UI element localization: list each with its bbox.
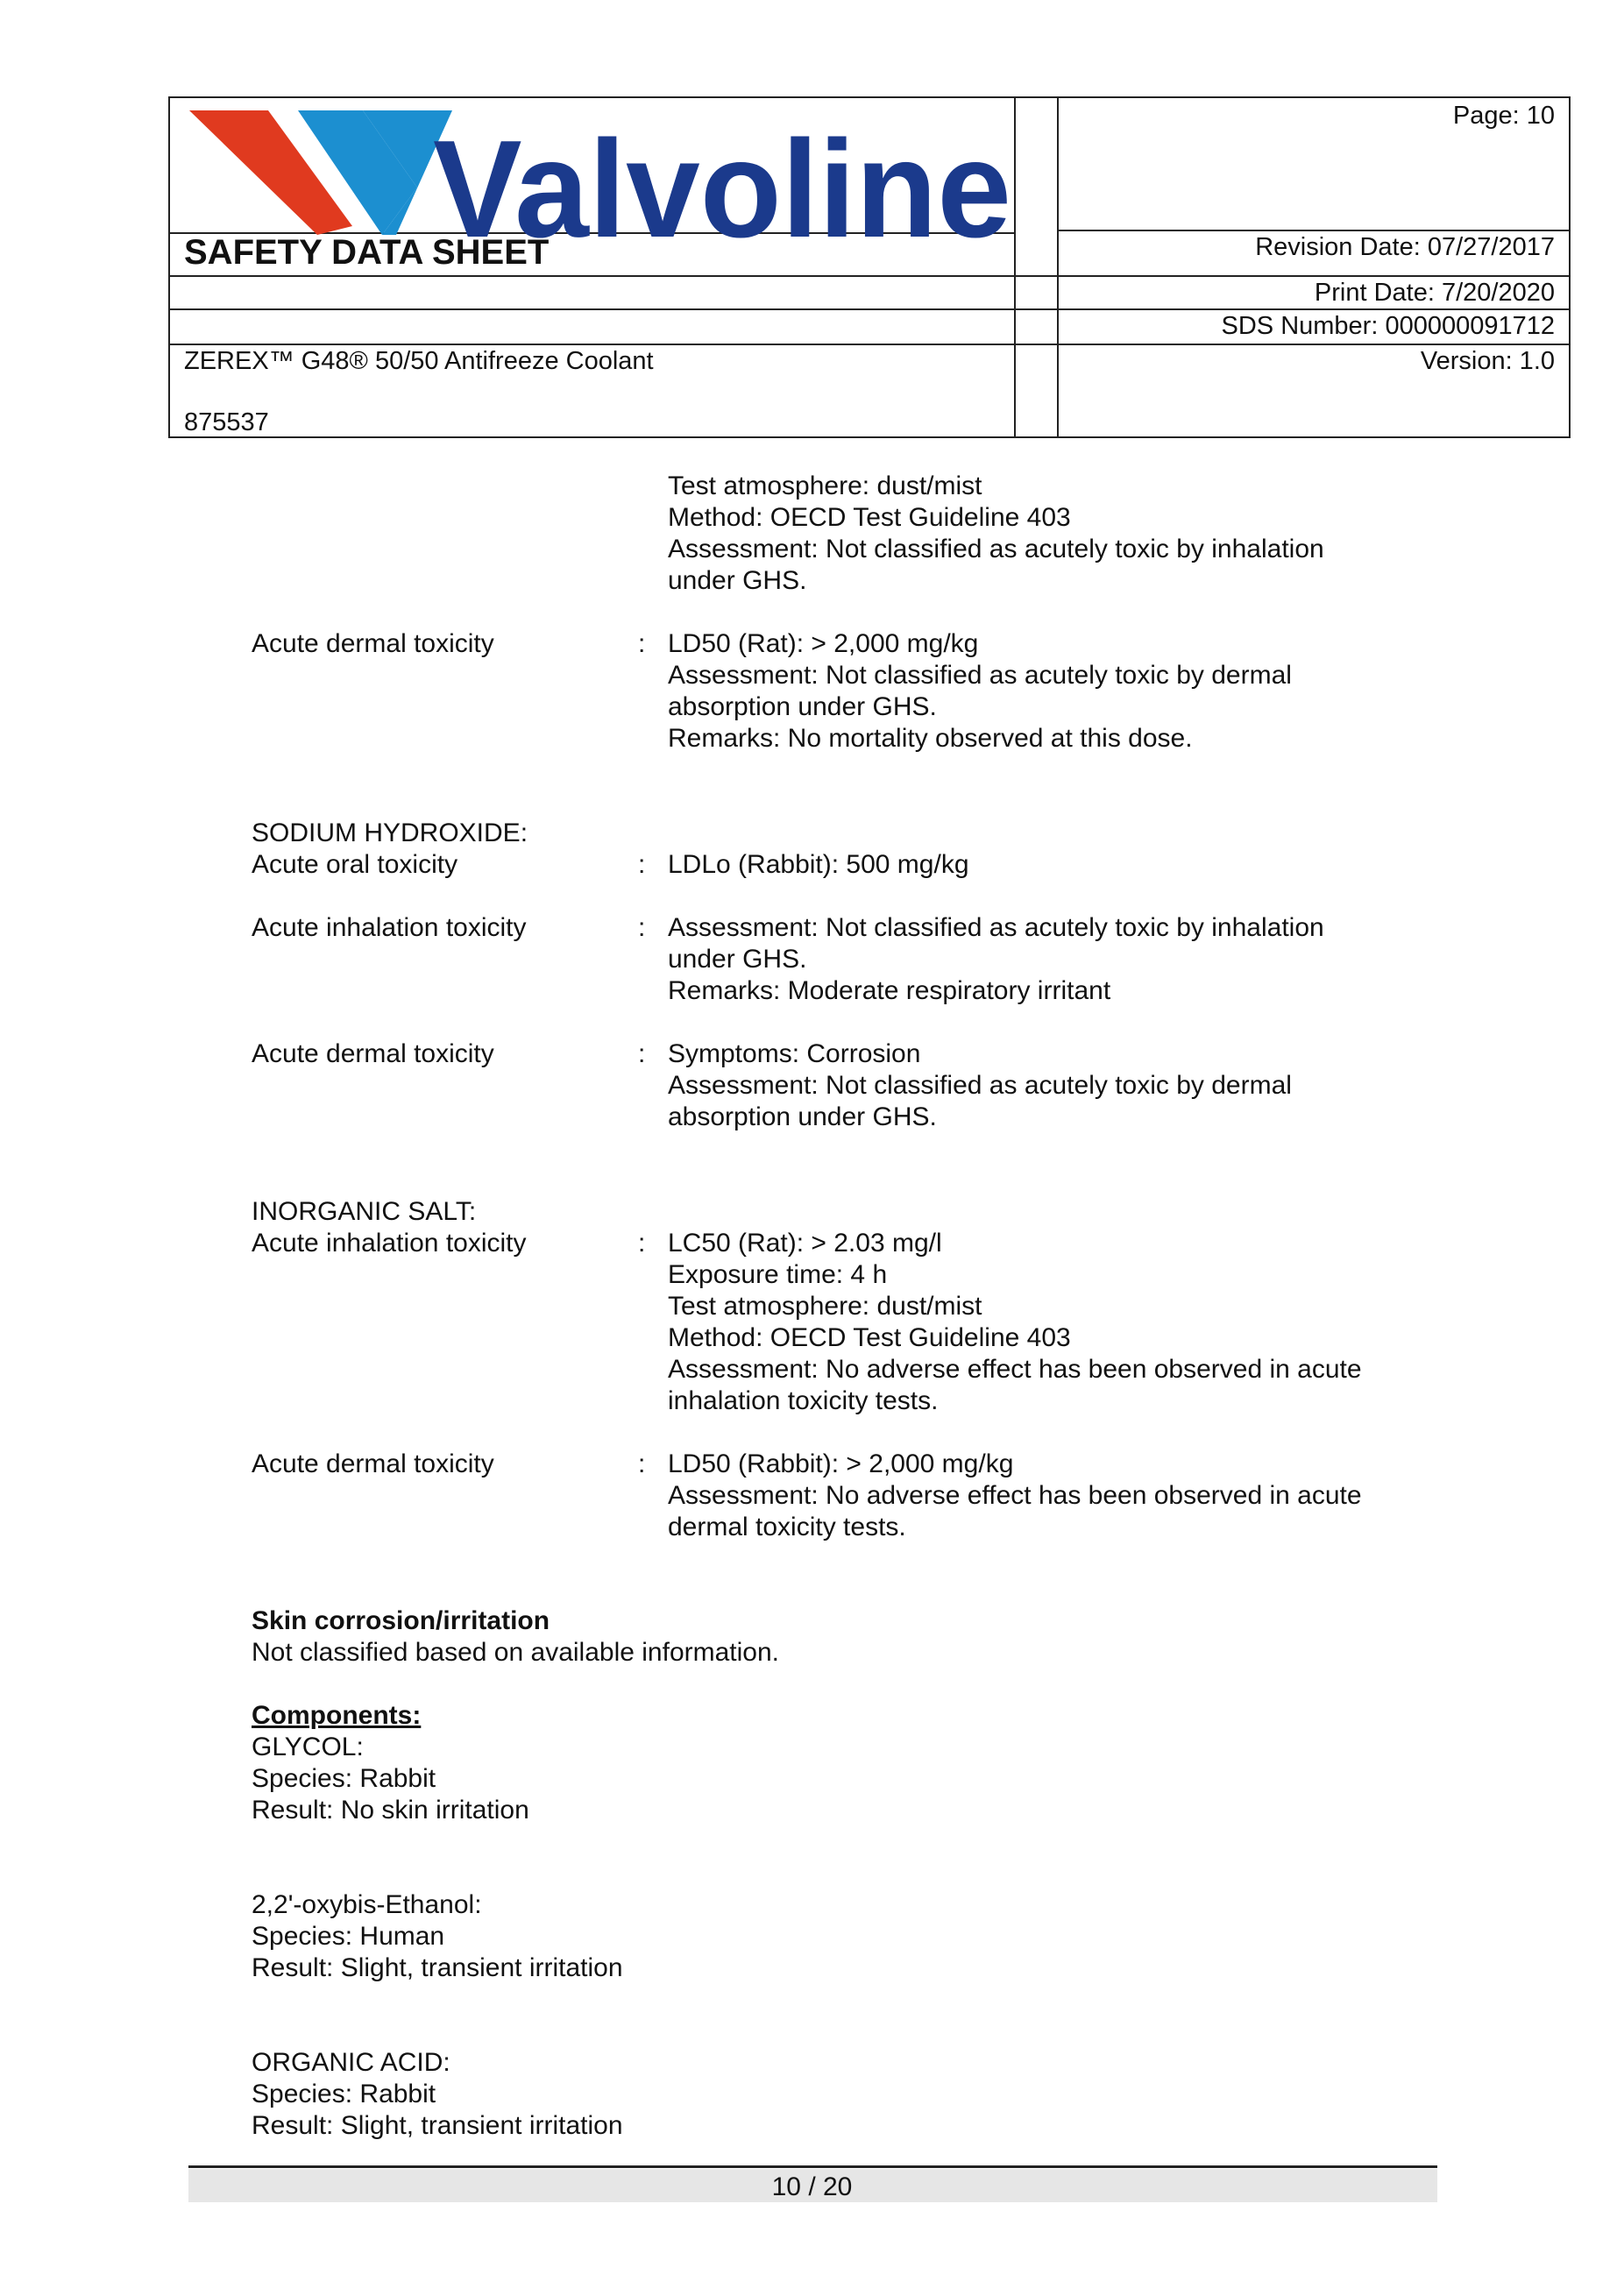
valvoline-logo [188, 103, 1029, 244]
component-header: SODIUM HYDROXIDE: [252, 818, 528, 847]
logo-wordmark: Valvoline [433, 112, 1011, 244]
continued-inhalation-value: Test atmosphere: dust/mist Method: OECD Test Guideline 403 Assessment: Not classified as acutely toxic by inhalation under GHS. [668, 471, 1324, 595]
header-divider [1057, 98, 1059, 436]
footer-page-count: 10 / 20 [771, 2172, 853, 2201]
section-heading: Skin corrosion/irritation [252, 1606, 550, 1635]
header-rule [170, 308, 1569, 310]
header-box [168, 96, 1571, 438]
section-text: Not classified based on available information. [252, 1638, 780, 1667]
property-label: Acute dermal toxicity [252, 1449, 494, 1478]
header-rule [170, 344, 1569, 345]
colon-separator: : [638, 1449, 646, 1478]
components-heading: Components: [252, 1701, 422, 1730]
component-block: ORGANIC ACID: Species: Rabbit Result: Slight, transient irritation [252, 2048, 623, 2140]
property-value: Symptoms: Corrosion Assessment: Not classified as acutely toxic by dermal absorption under GHS. [668, 1039, 1292, 1131]
colon-separator: : [638, 1039, 646, 1068]
property-label: Acute dermal toxicity [252, 1039, 494, 1068]
footer-rule [188, 2165, 1437, 2168]
product-name: ZEREX™ G48® 50/50 Antifreeze Coolant [184, 347, 654, 375]
colon-separator: : [638, 629, 646, 658]
property-value: LC50 (Rat): > 2.03 mg/l Exposure time: 4 h Test atmosphere: dust/mist Method: OECD Test Guideline 403 Assessment: No adverse effect has been observed in acute inhalation toxicity tests. [668, 1229, 1362, 1415]
sds-number: SDS Number: 000000091712 [1221, 312, 1555, 340]
colon-separator: : [638, 850, 646, 879]
print-date: Print Date: 7/20/2020 [1314, 279, 1555, 307]
document-title: SAFETY DATA SHEET [184, 233, 550, 272]
version: Version: 1.0 [1420, 347, 1555, 375]
property-label: Acute dermal toxicity [252, 629, 494, 658]
property-label: Acute inhalation toxicity [252, 913, 527, 942]
product-code: 875537 [184, 408, 269, 436]
revision-date: Revision Date: 07/27/2017 [1255, 233, 1555, 261]
property-label: Acute oral toxicity [252, 850, 458, 879]
property-value: LDLo (Rabbit): 500 mg/kg [668, 850, 969, 879]
page-number: Page: 10 [1452, 102, 1555, 130]
property-value: LD50 (Rabbit): > 2,000 mg/kg Assessment: No adverse effect has been observed in acute dermal toxicity tests. [668, 1449, 1362, 1541]
colon-separator: : [638, 1229, 646, 1258]
component-block: 2,2'-oxybis-Ethanol: Species: Human Result: Slight, transient irritation [252, 1890, 623, 1982]
component-block: GLYCOL: Species: Rabbit Result: No skin irritation [252, 1733, 529, 1825]
property-label: Acute inhalation toxicity [252, 1229, 527, 1258]
header-rule [170, 275, 1569, 277]
colon-separator: : [638, 913, 646, 942]
property-value: Assessment: Not classified as acutely toxic by inhalation under GHS. Remarks: Moderate respiratory irritant [668, 913, 1324, 1005]
component-header: INORGANIC SALT: [252, 1197, 477, 1226]
header-rule [1057, 230, 1569, 231]
property-value: LD50 (Rat): > 2,000 mg/kg Assessment: Not classified as acutely toxic by dermal absorption under GHS. Remarks: No mortality observed at this dose. [668, 629, 1292, 753]
